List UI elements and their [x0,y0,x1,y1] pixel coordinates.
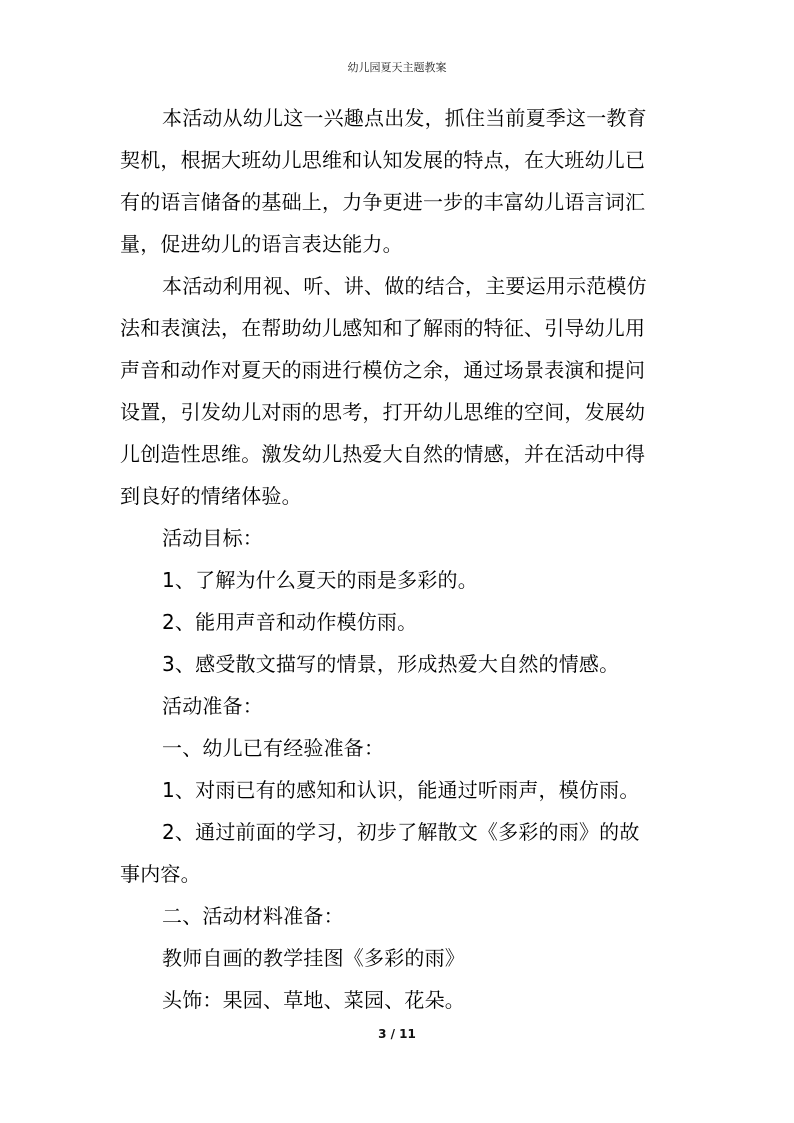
text-line: 有的语言储备的基础上，力争更进一步的丰富幼儿语言词汇 [120,190,646,214]
text-line: 二、活动材料准备： [162,904,344,928]
text-line: 一、幼儿已有经验准备： [162,736,385,760]
text-line: 设置，引发幼儿对雨的思考，打开幼儿思维的空间，发展幼 [120,400,646,424]
text-line: 本活动利用视、听、讲、做的结合，主要运用示范模仿 [162,274,647,298]
text-line: 儿创造性思维。激发幼儿热爱大自然的情感，并在活动中得 [120,442,646,466]
text-line: 3、感受散文描写的情景，形成热爱大自然的情感。 [162,652,620,676]
text-line: 头饰：果园、草地、菜园、花朵。 [162,988,465,1012]
text-line: 活动目标： [162,526,263,550]
page-number: 3 / 11 [378,1027,416,1041]
page-header: 幼儿园夏天主题教案 [347,61,447,74]
text-line: 2、能用声音和动作模仿雨。 [162,610,418,634]
text-line: 事内容。 [120,862,201,886]
text-line: 教师自画的教学挂图《多彩的雨》 [162,946,465,970]
text-line: 契机，根据大班幼儿思维和认知发展的特点，在大班幼儿已 [120,148,646,172]
text-line: 1、了解为什么夏天的雨是多彩的。 [162,568,478,592]
text-line: 2、通过前面的学习，初步了解散文《多彩的雨》的故 [162,820,640,844]
text-line: 法和表演法，在帮助幼儿感知和了解雨的特征、引导幼儿用 [120,316,646,340]
text-line: 声音和动作对夏天的雨进行模仿之余，通过场景表演和提问 [120,358,646,382]
text-line: 本活动从幼儿这一兴趣点出发，抓住当前夏季这一教育 [162,106,647,130]
text-line: 量，促进幼儿的语言表达能力。 [120,232,403,256]
document-body [120,97,676,1021]
text-line: 1、对雨已有的感知和认识，能通过听雨声，模仿雨。 [162,778,640,802]
text-line: 活动准备： [162,694,263,718]
text-line: 到良好的情绪体验。 [120,484,302,508]
